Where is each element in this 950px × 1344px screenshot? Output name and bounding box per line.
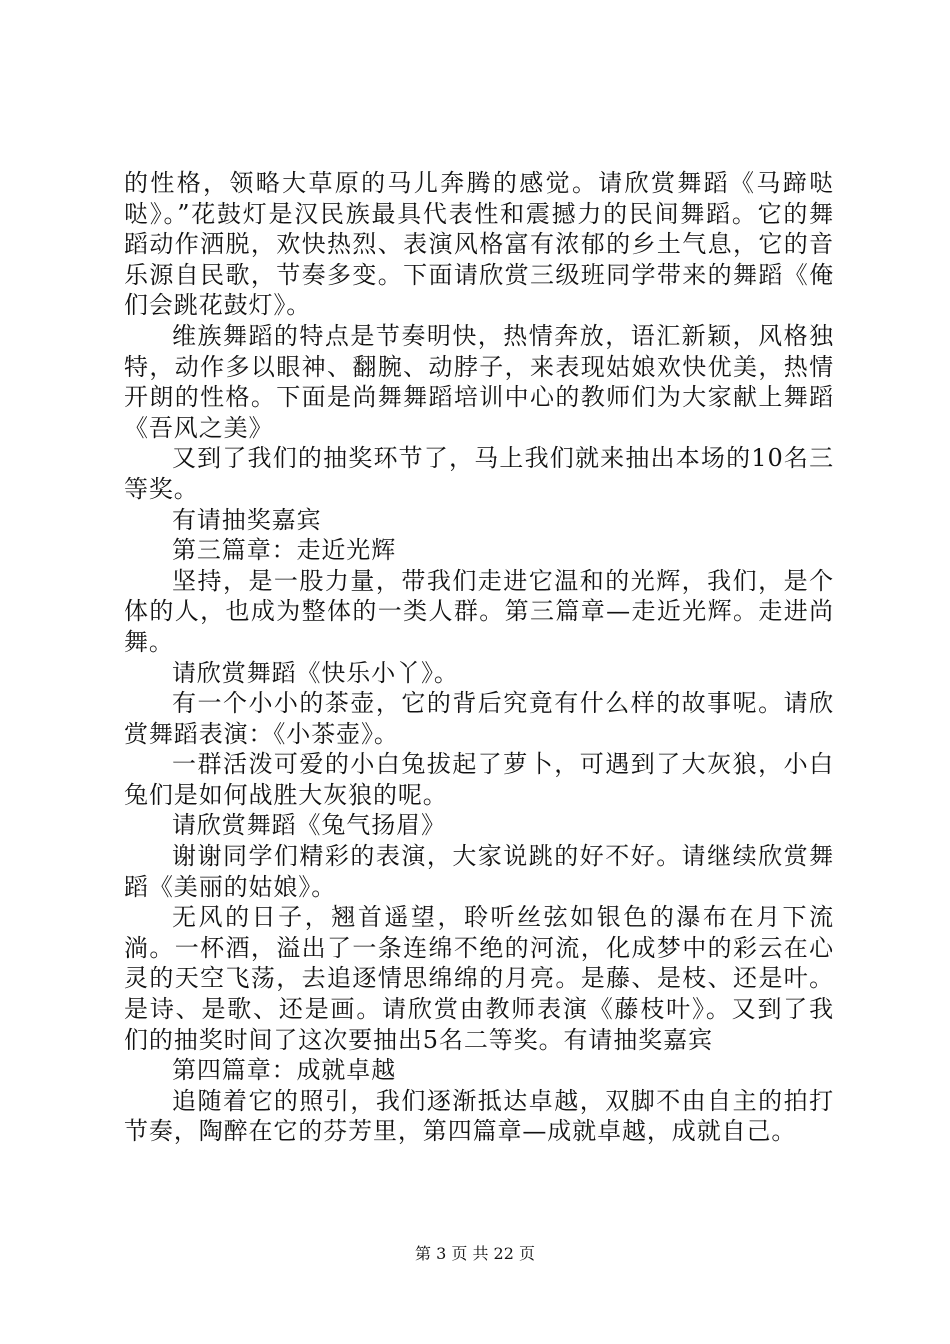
paragraph: 无风的日子，翘首遥望，聆听丝弦如银色的瀑布在月下流淌。一杯酒，溢出了一条连绵不绝的河流，化成梦中的彩云在心灵的天空飞荡，去追逐情思绵绵的月亮。是藤、是枝、还是叶。是诗、是歌、还是画。请欣赏由教师表演《藤枝叶》。又到了我们的抽奖时间了这次要抽出5名二等奖。有请抽奖嘉宾 xyxy=(124,903,834,1054)
paragraph: 谢谢同学们精彩的表演，大家说跳的好不好。请继续欣赏舞蹈《美丽的姑娘》。 xyxy=(124,842,834,901)
section-heading: 第三篇章：走近光辉 xyxy=(172,536,397,565)
paragraph: 请欣赏舞蹈《兔气扬眉》 xyxy=(172,811,446,840)
paragraph: 请欣赏舞蹈《快乐小丫》。 xyxy=(172,658,459,687)
paragraph: 坚持，是一股力量，带我们走进它温和的光辉，我们，是个体的人，也成为整体的一类人群。第三篇章—走近光辉。走进尚舞。 xyxy=(124,566,834,656)
document-body xyxy=(124,168,834,1147)
paragraph: 的性格，领略大草原的马儿奔腾的感觉。请欣赏舞蹈《马蹄哒哒》。”花鼓灯是汉民族最具代表性和震撼力的民间舞蹈。它的舞蹈动作洒脱，欢快热烈、表演风格富有浓郁的乡土气息，它的音乐源自民歌，节奏多变。下面请欣赏三级班同学带来的舞蹈《俺们会跳花鼓灯》。 xyxy=(124,169,834,320)
section-heading: 第四篇章：成就卓越 xyxy=(172,1056,397,1085)
paragraph: 维族舞蹈的特点是节奏明快，热情奔放，语汇新颖，风格独特，动作多以眼神、翻腕、动脖子，来表现姑娘欢快优美，热情开朗的性格。下面是尚舞舞蹈培训中心的教师们为大家献上舞蹈《吾风之美》 xyxy=(124,321,834,442)
page-number: 第 3 页 共 22 页 xyxy=(415,1244,535,1263)
paragraph: 一群活泼可爱的小白兔拔起了萝卜，可遇到了大灰狼，小白兔们是如何战胜大灰狼的呢。 xyxy=(124,750,834,809)
paragraph: 又到了我们的抽奖环节了，马上我们就来抽出本场的10名三等奖。 xyxy=(124,444,834,503)
paragraph: 追随着它的照引，我们逐渐抵达卓越，双脚不由自主的拍打节奏，陶醉在它的芬芳里，第四篇章—成就卓越，成就自己。 xyxy=(124,1086,834,1146)
paragraph: 有一个小小的茶壶，它的背后究竟有什么样的故事呢。请欣赏舞蹈表演：《小茶壶》。 xyxy=(124,689,834,748)
paragraph: 有请抽奖嘉宾 xyxy=(172,505,322,534)
